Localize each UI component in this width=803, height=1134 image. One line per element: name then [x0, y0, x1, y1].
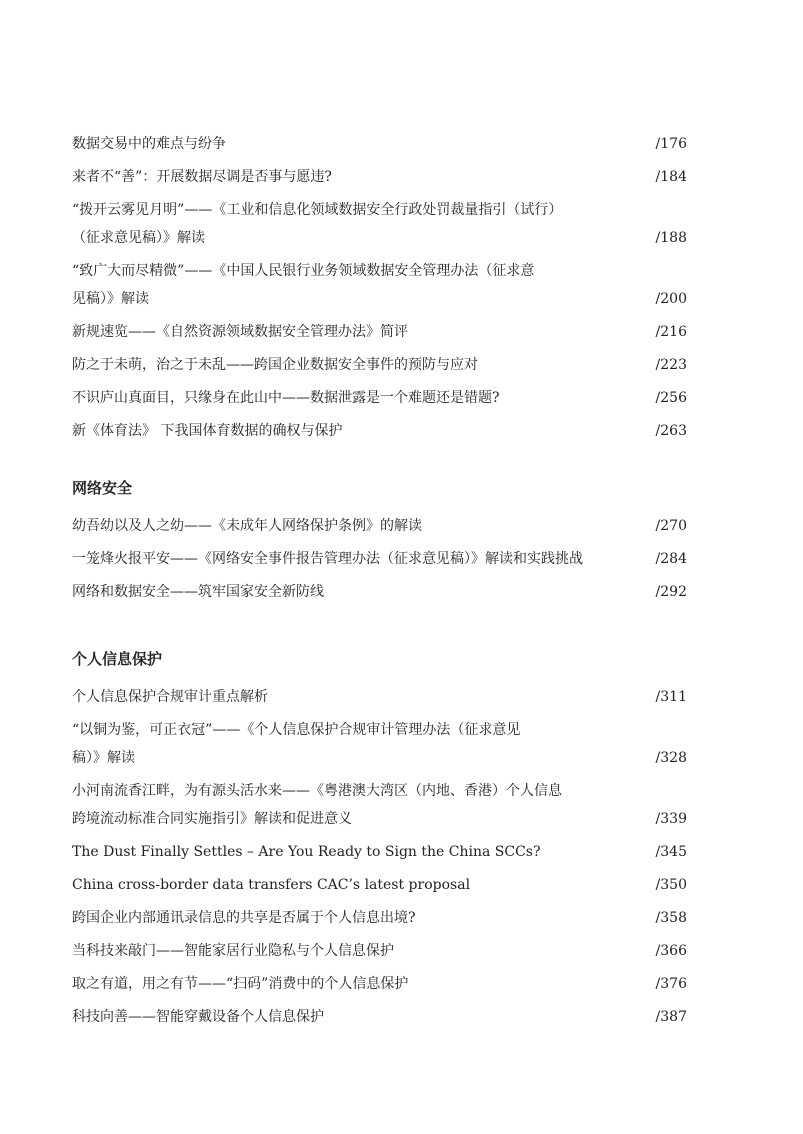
toc-entry[interactable] [72, 417, 687, 445]
entry-title: The Dust Finally Settles – Are You Ready to Sign the China SCCs? [72, 844, 541, 860]
toc-group-data-security [72, 130, 687, 445]
entry-page: /216 [655, 324, 687, 340]
toc-entry[interactable] [72, 545, 687, 573]
toc-entry[interactable] [72, 163, 687, 191]
entry-title: 防之于未萌，治之于未乱——跨国企业数据安全事件的预防与应对 [72, 357, 478, 373]
entry-title: 个人信息保护合规审计重点解析 [72, 689, 268, 705]
entry-title: 来者不“善”：开展数据尽调是否事与愿违? [72, 169, 332, 185]
entry-page: /387 [655, 1009, 687, 1025]
toc-entry[interactable] [72, 351, 687, 379]
entry-page: /263 [655, 423, 687, 439]
entry-title: 当科技来敲门——智能家居行业隐私与个人信息保护 [72, 943, 394, 959]
entry-page: /284 [655, 551, 687, 567]
entry-title: 网络和数据安全——筑牢国家安全新防线 [72, 584, 324, 600]
entry-title: 取之有道，用之有节——“扫码”消费中的个人信息保护 [72, 976, 409, 992]
toc-entry[interactable] [72, 512, 687, 540]
entry-page: /176 [655, 136, 687, 152]
entry-page: /200 [655, 291, 687, 307]
entry-title: “以铜为鉴，可正衣冠”——《个人信息保护合规审计管理办法（征求意见 稿）》解读 [72, 722, 521, 766]
toc-entry[interactable] [72, 683, 687, 711]
toc-entry[interactable] [72, 318, 687, 346]
entry-page: /184 [655, 169, 687, 185]
toc-entry[interactable] [72, 578, 687, 606]
entry-title: “拨开云雾见月明”——《工业和信息化领域数据安全行政处罚裁量指引（试行） （征求意见稿）》解读 [72, 202, 563, 246]
entry-title: China cross-border data transfers CAC’s latest proposal [72, 877, 471, 893]
entry-page: /345 [655, 844, 687, 860]
entry-title: 不识庐山真面目，只缘身在此山中——数据泄露是一个难题还是错题? [72, 390, 500, 406]
toc-entry[interactable] [72, 904, 687, 932]
toc-group-personal-information-entries [72, 683, 687, 1036]
toc-entry[interactable] [72, 196, 687, 252]
entry-page: /328 [655, 750, 687, 766]
entry-page: /188 [655, 230, 687, 246]
section-heading: 个人信息保护 [72, 650, 163, 668]
toc-entry[interactable] [72, 937, 687, 965]
entry-title: 新规速览——《自然资源领域数据安全管理办法》简评 [72, 324, 408, 340]
toc-entry[interactable] [72, 777, 687, 833]
section-heading: 网络安全 [72, 479, 133, 497]
entry-page: /256 [655, 390, 687, 406]
entry-page: /350 [655, 877, 687, 893]
toc-group-network-security [72, 474, 687, 502]
entry-page: /358 [655, 910, 687, 926]
entry-title: 数据交易中的难点与纷争 [72, 136, 226, 152]
entry-title: 科技向善——智能穿戴设备个人信息保护 [72, 1009, 324, 1025]
toc-entry[interactable] [72, 838, 687, 866]
toc-entry[interactable] [72, 384, 687, 412]
entry-page: /292 [655, 584, 687, 600]
entry-title: 一笼烽火报平安——《网络安全事件报告管理办法（征求意见稿）》解读和实践挑战 [72, 551, 583, 567]
entry-title: 跨国企业内部通讯录信息的共享是否属于个人信息出境? [72, 910, 416, 926]
entry-page: /311 [655, 689, 687, 705]
entry-title: 小河南流香江畔，为有源头活水来——《粤港澳大湾区（内地、香港）个人信息 跨境流动标准合同实施指引》解读和促进意义 [72, 783, 562, 827]
toc-entry[interactable] [72, 257, 687, 313]
entry-page: /270 [655, 518, 687, 534]
toc-group-network-security-entries [72, 512, 687, 606]
toc-entry[interactable] [72, 716, 687, 772]
toc-entry[interactable] [72, 871, 687, 899]
toc-entry[interactable] [72, 1003, 687, 1031]
entry-page: /339 [655, 811, 687, 827]
entry-title: 幼吾幼以及人之幼——《未成年人网络保护条例》的解读 [72, 518, 422, 534]
entry-page: /223 [655, 357, 687, 373]
toc-entry[interactable] [72, 970, 687, 998]
entry-page: /366 [655, 943, 687, 959]
entry-title: 新《体育法》 下我国体育数据的确权与保护 [72, 423, 343, 439]
toc-group-personal-information [72, 645, 687, 673]
toc-entry[interactable] [72, 130, 687, 158]
entry-page: /376 [655, 976, 687, 992]
entry-title: “致广大而尽精微”——《中国人民银行业务领域数据安全管理办法（征求意 见稿）》解读 [72, 263, 535, 307]
